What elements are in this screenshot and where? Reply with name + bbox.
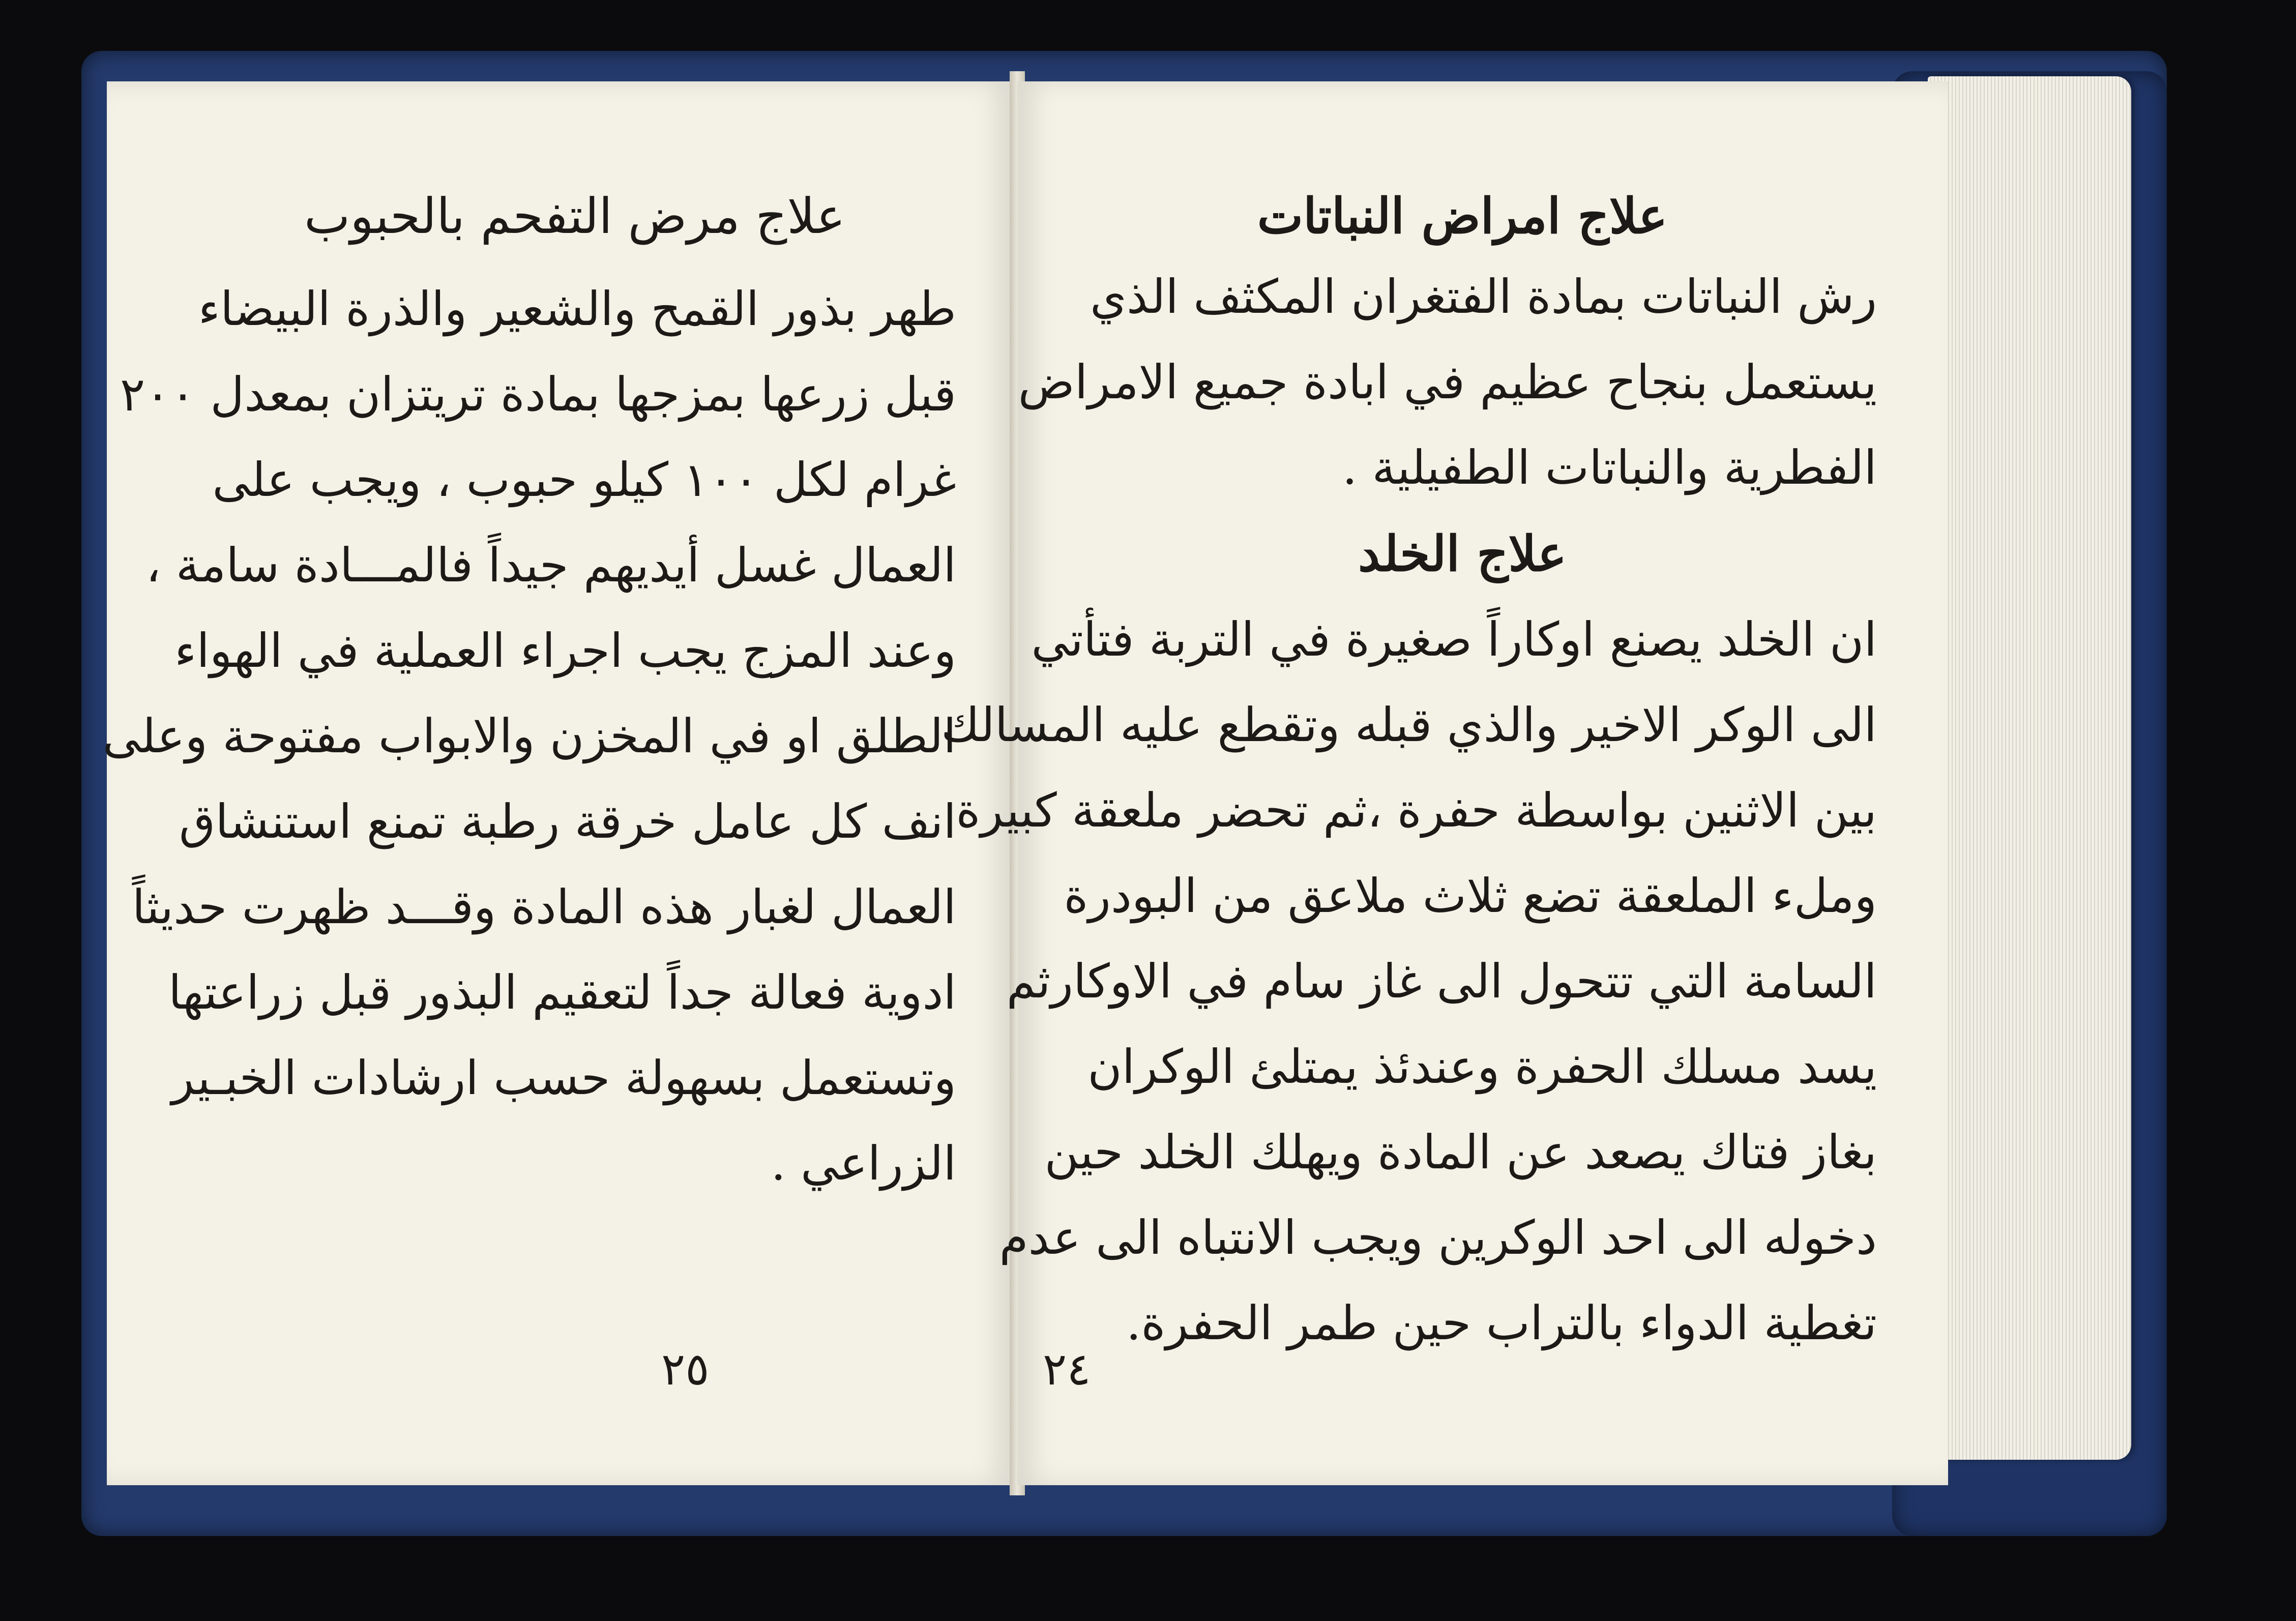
right-line-7: وملء الملعقة تضع ثلاث ملاعق من البودرة bbox=[1064, 869, 1877, 923]
left-line-10: وتستعمل بسهولة حسب ارشادات الخبـير bbox=[171, 1051, 956, 1105]
left-page-number: ٢٥ bbox=[661, 1343, 710, 1395]
left-line-6: الطلق او في المخزن والابواب مفتوحة وعلى bbox=[102, 709, 956, 763]
right-line-9: يسد مسلك الحفرة وعندئذ يمتلئ الوكران bbox=[1087, 1040, 1877, 1094]
left-page bbox=[102, 81, 1012, 1485]
right-page-text bbox=[941, 178, 1877, 1366]
right-line-1: رش النباتات بمادة الفتغران المكثف الذي bbox=[1090, 270, 1877, 324]
left-line-11: الزراعي . bbox=[771, 1136, 956, 1191]
right-line-11: دخوله الى احد الوكرين ويجب الانتباه الى عدم bbox=[999, 1211, 1877, 1265]
right-line-2: يستعمل بنجاح عظيم في ابادة جميع الامراض bbox=[1018, 355, 1877, 409]
right-line-12: تغطية الدواء بالتراب حين طمر الحفرة. bbox=[1126, 1296, 1877, 1350]
right-page-subheading: علاج الخلد bbox=[1358, 525, 1567, 582]
left-line-3: غرام لكل ١٠٠ كيلو حبوب ، ويجب على bbox=[212, 453, 956, 507]
right-line-3: الفطرية والنباتات الطفيلية . bbox=[1342, 440, 1877, 495]
right-line-5: الى الوكر الاخير والذي قبله وتقطع عليه المسالك bbox=[941, 698, 1877, 752]
left-line-1: طهر بذور القمح والشعير والذرة البيضاء bbox=[198, 282, 956, 336]
left-line-4: العمال غسل أيديهم جيداً فالمـــادة سامة ، bbox=[145, 538, 956, 593]
left-line-5: وعند المزج يجب اجراء العملية في الهواء bbox=[174, 624, 956, 678]
left-line-8: العمال لغبار هذه المادة وقـــد ظهرت حديثاً bbox=[132, 880, 956, 934]
left-page-text bbox=[102, 178, 956, 1206]
right-page-heading: علاج امراض النباتات bbox=[1257, 187, 1668, 245]
left-page-heading: علاج مرض التفحم بالحبوب bbox=[304, 188, 845, 245]
left-line-7: انف كل عامل خرقة رطبة تمنع استنشاق bbox=[179, 794, 956, 849]
left-line-2: قبل زرعها بمزجها بمادة تريتزان بمعدل ٢٠٠ bbox=[120, 367, 956, 422]
right-page-number: ٢٤ bbox=[1043, 1343, 1091, 1395]
right-line-4: ان الخلد يصنع اوكاراً صغيرة في التربة فتأتي bbox=[1031, 612, 1877, 667]
right-line-8: السامة التي تتحول الى غاز سام في الاوكارثم bbox=[1006, 954, 1877, 1009]
right-line-6: بين الاثنين بواسطة حفرة ،ثم تحضر ملعقة كبيرة bbox=[956, 783, 1877, 838]
page-edges bbox=[1928, 76, 2131, 1460]
right-page bbox=[941, 81, 1948, 1485]
right-line-10: بغاز فتاك يصعد عن المادة ويهلك الخلد حين bbox=[1044, 1125, 1877, 1180]
left-line-9: ادوية فعالة جداً لتعقيم البذور قبل زراعتها bbox=[168, 965, 956, 1020]
